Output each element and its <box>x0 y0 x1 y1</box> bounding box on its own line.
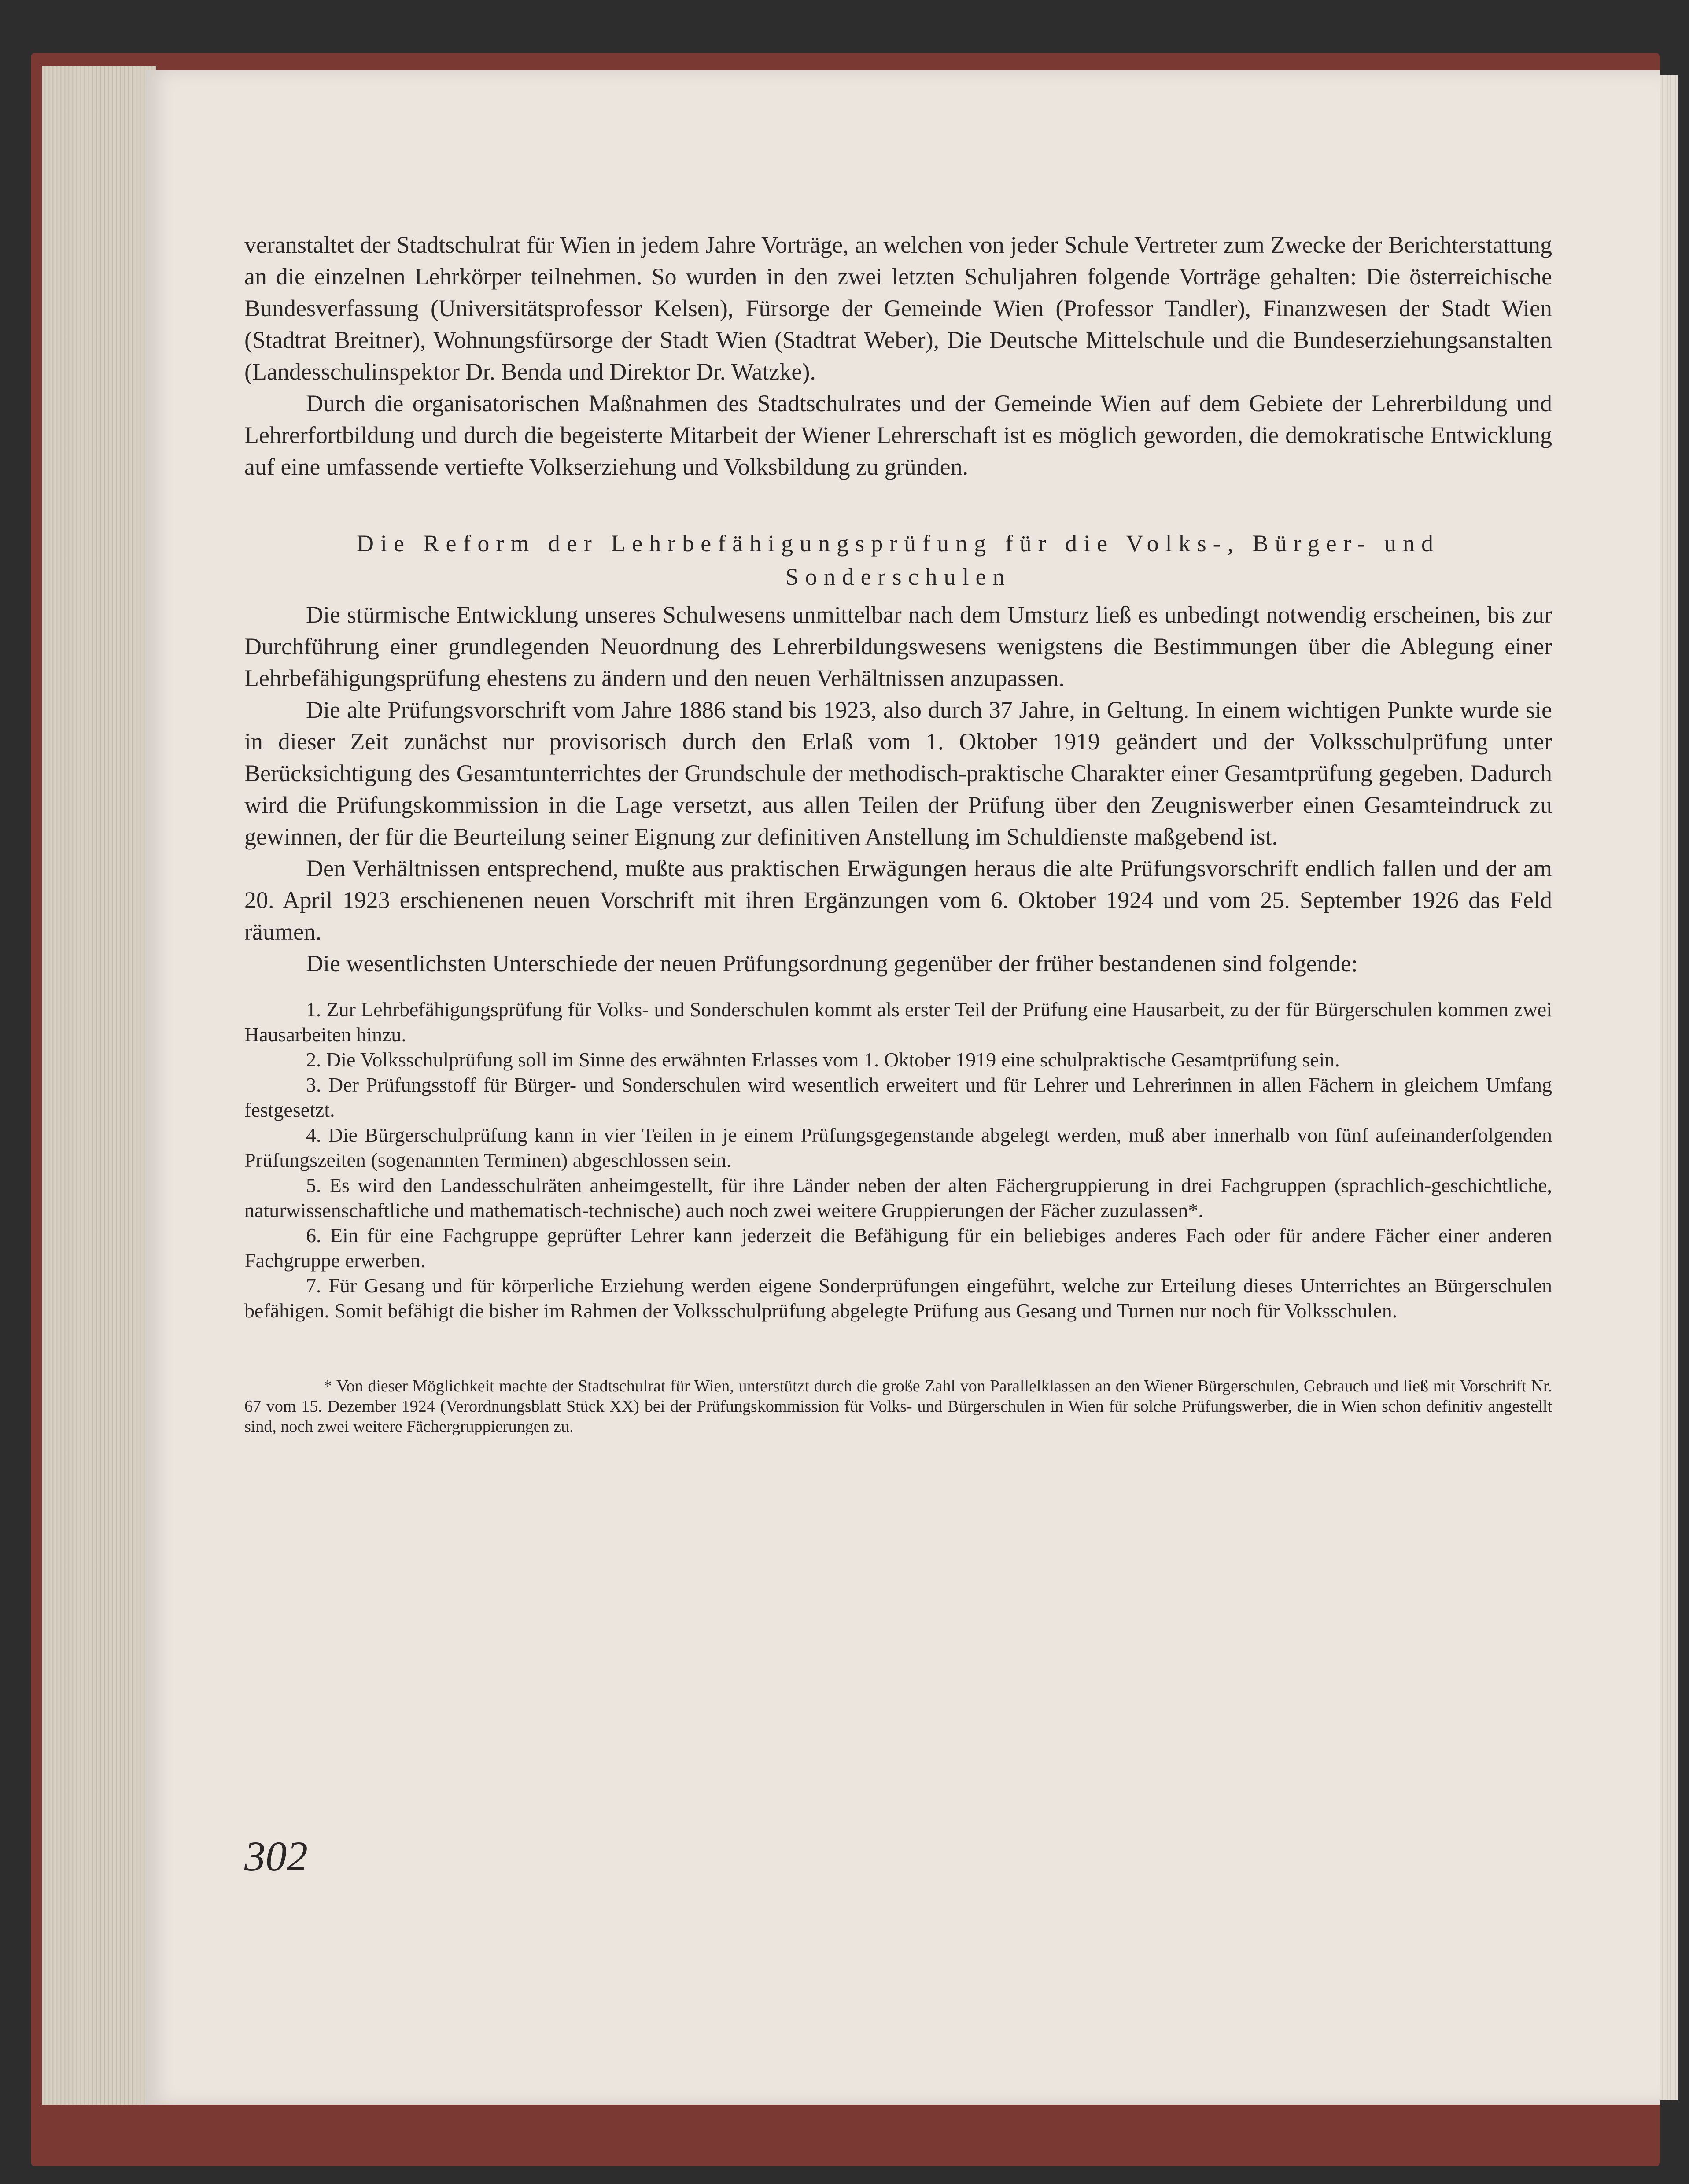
paragraph: veranstaltet der Stadtschulrat für Wien in jedem Jahre Vorträge, an welchen von jeder Schule Vertreter zum Zwecke der Berichterstattung an die einzelnen Lehrkörper teilnehmen. So wurden in den zwei letzten Schuljahren folgende Vorträge gehalten: Die österreichische Bundesverfassung (Universitätsprofessor Kelsen), Fürsorge der Gemeinde Wien (Professor Tandler), Finanzwesen der Stadt Wien (Stadtrat Breitner), Wohnungsfürsorge der Stadt Wien (Stadtrat Weber), Die Deutsche Mittelschule und die Bundeserziehungsanstalten (Landesschulinspektor Dr. Benda und Direktor Dr. Watzke). <box>244 232 1552 385</box>
page-number: 302 <box>244 1833 308 1880</box>
main-paragraphs <box>244 599 1552 979</box>
list-item: 5. Es wird den Landesschulräten anheimgestellt, für ihre Länder neben der alten Fächergruppierung in drei Fachgruppen (sprachlich-geschichtliche, naturwissenschaftliche und mathematisch-technische) auch noch zwei weitere Gruppierungen der Fächer zuzulassen*. <box>244 1174 1552 1221</box>
list-item: 1. Zur Lehrbefähigungsprüfung für Volks- und Sonderschulen kommt als erster Teil der Prüfung eine Hausarbeit, zu der für Bürgerschulen kommen zwei Hausarbeiten hinzu. <box>244 998 1552 1046</box>
footnote <box>244 1376 1552 1437</box>
list-item: 2. Die Volksschulprüfung soll im Sinne des erwähnten Erlasses vom 1. Oktober 1919 eine schulpraktische Gesamtprüfung sein. <box>306 1048 1340 1071</box>
paragraph: Die stürmische Entwicklung unseres Schulwesens unmittelbar nach dem Umsturz ließ es unbedingt notwendig erscheinen, bis zur Durchführung einer grundlegenden Neuordnung des Lehrerbildungswesens wenigstens die Bestimmungen über die Ablegung einer Lehrbefähigungsprüfung ehestens zu ändern und den neuen Verhältnissen anzupassen. <box>244 601 1552 691</box>
footnote-text: * Von dieser Möglichkeit machte der Stadtschulrat für Wien, unterstützt durch die große Zahl von Parallelklassen an den Wiener Bürgerschulen, Gebrauch und ließ mit Vorschrift Nr. 67 vom 15. Dezember 1924 (Verordnungsblatt Stück XX) bei der Prüfungskommission für Volks- und Bürgerschulen in Wien für solche Prüfungswerber, die in Wien schon definitiv angestellt sind, noch zwei weitere Fächergruppierungen zu. <box>244 1377 1552 1436</box>
page-stack-edge-right <box>1660 75 1678 2100</box>
intro-paragraphs <box>244 229 1552 483</box>
page-stack-edge <box>42 66 156 2105</box>
list-item: 6. Ein für eine Fachgruppe geprüfter Lehrer kann jederzeit die Befähigung für ein beliebiges anderes Fach oder für andere Fächer einer anderen Fachgruppe erwerben. <box>244 1224 1552 1272</box>
paragraph: Den Verhältnissen entsprechend, mußte aus praktischen Erwägungen heraus die alte Prüfungsvorschrift endlich fallen und der am 20. April 1923 erschienenen neuen Vorschrift mit ihren Ergänzungen vom 6. Oktober 1924 und vom 25. September 1926 das Feld räumen. <box>244 855 1552 945</box>
list-item: 4. Die Bürgerschulprüfung kann in vier Teilen in je einem Prüfungsgegenstande abgelegt werden, muß aber innerhalb von fünf aufeinanderfolgenden Prüfungszeiten (sogenannten Terminen) abgeschlossen sein. <box>244 1124 1552 1171</box>
paragraph: Durch die organisatorischen Maßnahmen des Stadtschulrates und der Gemeinde Wien auf dem Gebiete der Lehrerbildung und Lehrerfortbildung und durch die begeisterte Mitarbeit der Wiener Lehrerschaft ist es möglich geworden, die demokratische Entwicklung auf eine umfassende vertiefte Volkserziehung und Volksbildung zu gründen. <box>244 390 1552 480</box>
section-heading: Die Reform der Lehrbefähigungsprüfung für die Volks-, Bürger- und Sonderschulen <box>356 530 1440 590</box>
list-item: 7. Für Gesang und für körperliche Erziehung werden eigene Sonderprüfungen eingeführt, welche zur Erteilung dieses Unterrichtes an Bürgerschulen befähigen. Somit befähigt die bisher im Rahmen der Volksschulprüfung abgelegte Prüfung aus Gesang und Turnen nur noch für Volksschulen. <box>244 1274 1552 1322</box>
paragraph: Die alte Prüfungsvorschrift vom Jahre 1886 stand bis 1923, also durch 37 Jahre, in Geltung. In einem wichtigen Punkte wurde sie in dieser Zeit zunächst nur provisorisch durch den Erlaß vom 1. Oktober 1919 geändert und der Volksschulprüfung unter Berücksichtigung des Gesamtunterrichtes der Grundschule der methodisch-praktische Charakter einer Gesamtprüfung gegeben. Dadurch wird die Prüfungskommission in die Lage versetzt, aus allen Teilen der Prüfung über den Zeugniswerber einen Gesamteindruck zu gewinnen, der für die Beurteilung seiner Eignung zur definitiven Anstellung im Schuldienste maßgebend ist. <box>244 697 1552 850</box>
paragraph: Die wesentlichsten Unterschiede der neuen Prüfungsordnung gegenüber der früher bestandenen sind folgende: <box>306 950 1358 977</box>
list-item: 3. Der Prüfungsstoff für Bürger- und Sonderschulen wird wesentlich erweitert und für Lehrer und Lehrerinnen in allen Fächern in gleichem Umfang festgesetzt. <box>244 1074 1552 1121</box>
numbered-list <box>244 997 1552 1323</box>
text-block <box>244 229 1552 1437</box>
